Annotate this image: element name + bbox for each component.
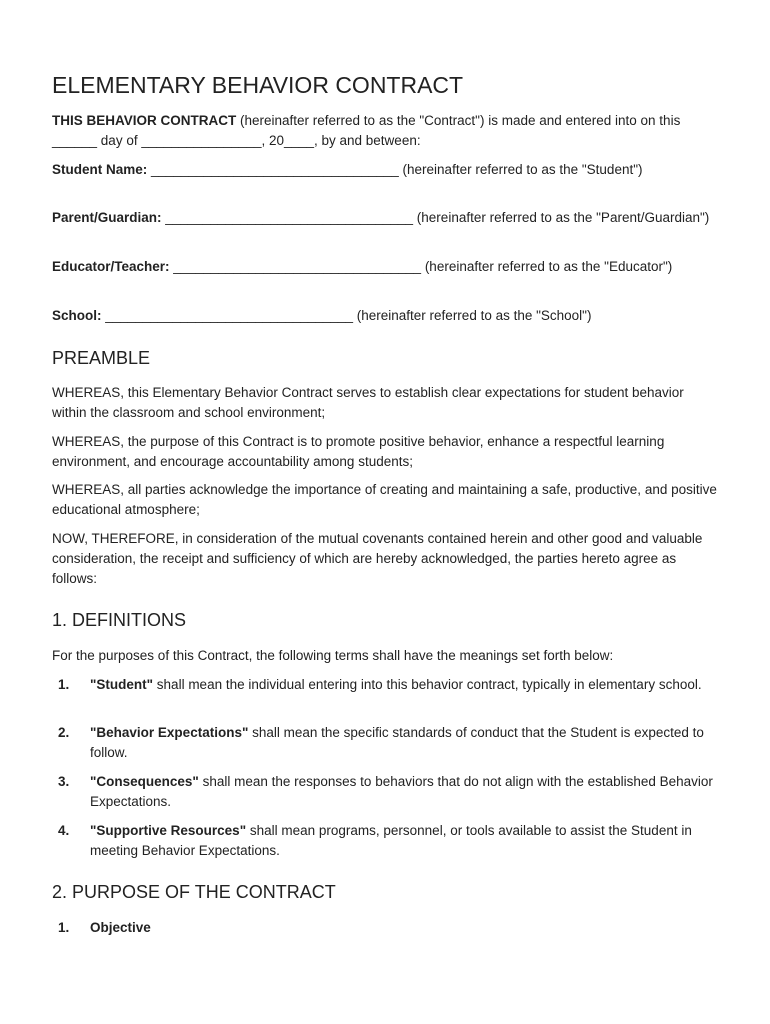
purpose-heading: 2. PURPOSE OF THE CONTRACT — [52, 882, 336, 902]
party-school — [52, 306, 720, 326]
party-label: Educator/Teacher: — [52, 259, 170, 274]
party-educator — [52, 257, 720, 277]
definition-term: "Behavior Expectations" — [90, 725, 249, 740]
party-label: Parent/Guardian: — [52, 210, 162, 225]
definition-term: "Supportive Resources" — [90, 823, 247, 838]
preamble-paragraph: NOW, THEREFORE, in consideration of the mutual covenants contained herein and other good and valuable consideration, the receipt and sufficiency of which are hereby acknowledged, the parties hereto agree as follows: — [52, 531, 703, 586]
list-number: 3. — [58, 774, 70, 789]
definition-body — [90, 675, 720, 695]
document-title: ELEMENTARY BEHAVIOR CONTRACT — [52, 72, 464, 98]
intro-text: (hereinafter referred to as the "Contract") is made and entered into on this ______ day of ________________, 20____, by and between: — [52, 113, 681, 148]
definition-text: shall mean programs, personnel, or tools available to assist the Student in meeting Behavior Expectations. — [90, 823, 692, 858]
preamble-paragraph: WHEREAS, all parties acknowledge the importance of creating and maintaining a safe, productive, and positive educational atmosphere; — [52, 482, 717, 517]
definition-text: shall mean the responses to behaviors that do not align with the established Behavior Expectations. — [90, 774, 713, 809]
purpose-body — [90, 918, 720, 938]
preamble-heading: PREAMBLE — [52, 348, 151, 368]
definition-text: shall mean the specific standards of conduct that the Student is expected to follow. — [90, 725, 704, 760]
party-text: _________________________________ (hereinafter referred to as the "Student") — [147, 162, 643, 177]
party-text: _________________________________ (hereinafter referred to as the "School") — [101, 308, 592, 323]
preamble-paragraph: WHEREAS, the purpose of this Contract is to promote positive behavior, enhance a respectful learning environment, and encourage accountability among students; — [52, 434, 665, 469]
definition-body — [90, 821, 720, 861]
definitions-intro: For the purposes of this Contract, the following terms shall have the meanings set forth below: — [52, 648, 614, 663]
intro-paragraph — [52, 111, 720, 151]
list-number: 1. — [58, 677, 70, 692]
party-text: _________________________________ (hereinafter referred to as the "Educator") — [169, 259, 673, 274]
preamble-paragraph: WHEREAS, this Elementary Behavior Contract serves to establish clear expectations for student behavior within the classroom and school environment; — [52, 385, 684, 420]
party-label: Student Name: — [52, 162, 148, 177]
list-number: 2. — [58, 725, 70, 740]
purpose-term: Objective — [90, 920, 151, 935]
list-number: 1. — [58, 920, 70, 935]
intro-bold-lead: THIS BEHAVIOR CONTRACT — [52, 113, 237, 128]
party-label: School: — [52, 308, 102, 323]
list-number: 4. — [58, 823, 70, 838]
definition-body — [90, 772, 720, 812]
party-student — [52, 160, 720, 180]
definition-body — [90, 723, 720, 763]
definition-term: "Consequences" — [90, 774, 199, 789]
definitions-heading: 1. DEFINITIONS — [52, 610, 187, 630]
definition-text: shall mean the individual entering into this behavior contract, typically in elementary school. — [153, 677, 702, 692]
party-parent-guardian — [52, 208, 720, 228]
party-text: _________________________________ (hereinafter referred to as the "Parent/Guardian") — [161, 210, 710, 225]
definition-term: "Student" — [90, 677, 154, 692]
